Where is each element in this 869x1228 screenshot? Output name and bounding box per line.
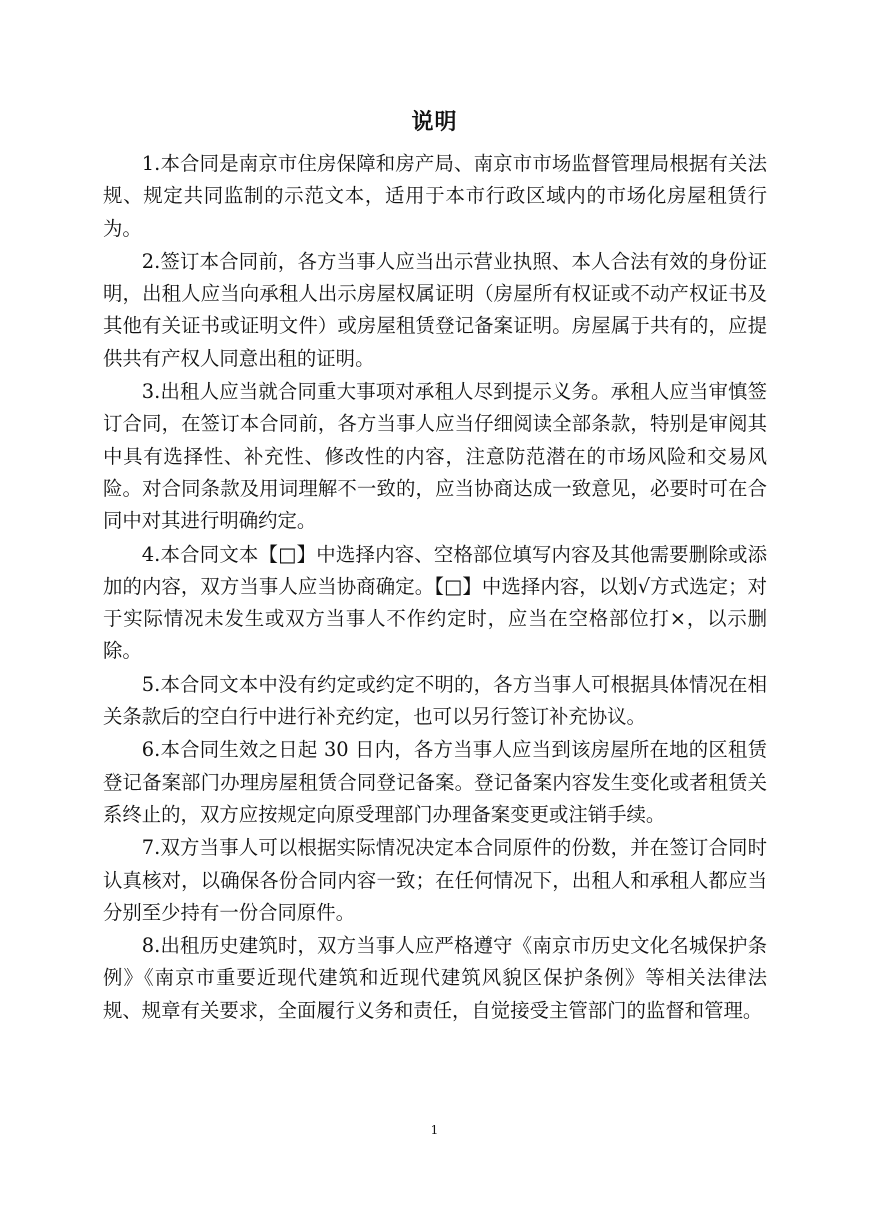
- paragraph-2: 2.签订本合同前，各方当事人应当出示营业执照、本人合法有效的身份证明，出租人应当向承租人出示房屋权属证明（房屋所有权证或不动产权证书及其他有关证书或证明文件）或房屋租赁登记备案证明。房屋属于共有的，应提供共有产权人同意出租的证明。: [103, 249, 767, 370]
- paragraph-7: 7.双方当事人可以根据实际情况决定本合同原件的份数，并在签订合同时认真核对，以确保各份合同内容一致；在任何情况下，出租人和承租人都应当分别至少持有一份合同原件。: [103, 836, 767, 924]
- paragraph-6: 6.本合同生效之日起 30 日内，各方当事人应当到该房屋所在地的区租赁登记备案部门办理房屋租赁合同登记备案。登记备案内容发生变化或者租赁关系终止的，双方应按规定向原受理部门办理备案变更或注销手续。: [103, 738, 767, 826]
- paragraph-4: 4.本合同文本【□】中选择内容、空格部位填写内容及其他需要删除或添加的内容，双方当事人应当协商确定。【□】中选择内容，以划√方式选定；对于实际情况未发生或双方当事人不作约定时，应当在空格部位打×，以示删除。: [103, 542, 767, 663]
- page-number: 1: [430, 1123, 439, 1137]
- paragraph-5: 5.本合同文本中没有约定或约定不明的，各方当事人可根据具体情况在相关条款后的空白行中进行补充约定，也可以另行签订补充协议。: [103, 672, 767, 729]
- page-title: 说明: [411, 110, 458, 135]
- paragraph-8: 8.出租历史建筑时，双方当事人应严格遵守《南京市历史文化名城保护条例》《南京市重要近现代建筑和近现代建筑风貌区保护条例》等相关法律法规、规章有关要求，全面履行义务和责任，自觉接受主管部门的监督和管理。: [103, 934, 767, 1022]
- paragraph-3: 3.出租人应当就合同重大事项对承租人尽到提示义务。承租人应当审慎签订合同，在签订本合同前，各方当事人应当仔细阅读全部条款，特别是审阅其中具有选择性、补充性、修改性的内容，注意防范潜在的市场风险和交易风险。对合同条款及用词理解不一致的，应当协商达成一致意见，必要时可在合同中对其进行明确约定。: [103, 380, 767, 533]
- paragraph-1: 1.本合同是南京市住房保障和房产局、南京市市场监督管理局根据有关法规、规定共同监制的示范文本，适用于本市行政区域内的市场化房屋租赁行为。: [103, 152, 767, 240]
- document-body: [103, 148, 767, 1028]
